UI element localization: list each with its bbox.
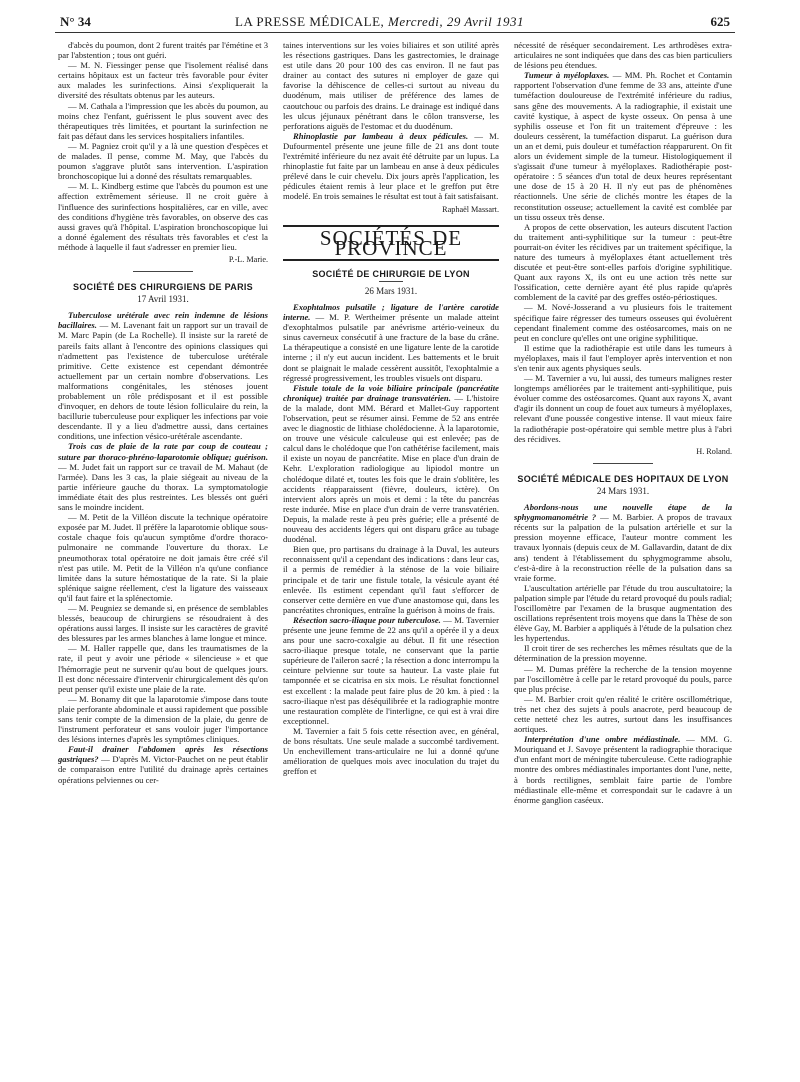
page-header xyxy=(60,14,730,34)
article-body: — M. Dufourmentel présente une jeune fille de 21 ans dont toute l'extrémité inférieure du nez avait été détruite par un lupus. La rhinoplastie fut faite par un lambeau en anse à deux pédicules prélevé dans le cuir chevelu. Dix jours après l'application, les pédicules étaient remis à leur place et le greffon put être modelé. En trois semaines le résultat est tout à fait satisfaisant. xyxy=(283,130,499,202)
article-body: — M. Tavernier présente une jeune femme de 22 ans qu'il a opérée il y a deux ans pour une sacro-coxalgie au début. Il fit une résection sacro-iliaque presque totale, ne conservant que la partie supérieure de l'aileron sacré ; la résection a donc interrompu la ceinture pelvienne sur toute sa hauteur. La vaste plaie fut tamponnée et se cicatrisa en six mois. Le résultat fonctionnel est excellent : la malade peut faire plus de 20 km. à pied : la sacro-iliaque n'est pas déséquilibrée et la radiographie montre une restauration complète de l'interligne, ce qui est à vrai dire exceptionnel. xyxy=(283,614,499,726)
paragraph: — M. Dumas préfère la recherche de la tension moyenne par l'oscillomètre à celle par le retard provoqué du pouls, parce que plus précise. xyxy=(514,663,732,694)
article xyxy=(58,441,268,512)
article xyxy=(283,131,499,202)
paragraph: — M. Petit de la Villéon discute la technique opératoire exposée par M. Judet. Il préfère la laparotomie oblique sous-costale chaque fois qu'aucun symptôme d'ordre thoraco-pulmonaire ne commande l'ouverture du thorax. Le pneumothorax total opératoire ne doit jamais être créé s'il n'est pas utile. M. Petit de la Villéon n'a qu'une confiance limitée dans la suture hémostatique de la rate. Si la plaie splénique saigne réellement, c'est la ligature des vaisseaux qu'il faut faire et la splénectomie. xyxy=(58,512,268,603)
society-heading: SOCIÉTÉ DE CHIRURGIE DE LYON xyxy=(312,268,470,279)
paragraph: taines interventions sur les voies biliaires et son utilité après les résections gastriques. Dans les gastrectomies, le drainage est utile dans 20 pour 100 des cas environ. Il ne faut pas drainer au contact des sutures ni employer de gaze qui favorise la déhiscence de celles-ci surtout au niveau du duodénum, mais utiliser de préférence des lames de caoutchouc ou parfois des drains. Le drainage est indiqué dans les ulcus jéjunaux pénétrant dans le côlon transverse, les perforations aiguës de l'estomac et du duodénum. xyxy=(283,40,499,131)
article xyxy=(514,502,732,583)
article-body: — D'après M. Victor-Pauchet on ne peut établir de comparaison entre l'utilité du drainage après certaines opérations pelviennes ou cer- xyxy=(58,754,268,785)
paragraph: A propos de cette observation, les auteurs discutent l'action du traitement anti-syphilitique sur la tumeur : peut-être pourrait-on éviter les récidives par un traitement spécifique, la nature des tumeurs à myéloplaxes étant actuellement très discutée et peut-être sont-elles parfois d'origine syphilitique. Quant aux rayons X, ils ont eu une action très nette sur l'ossification, cette dernière ayant été plus rapide qu'après comblement de la cavité par des greffes ostéo-périostiques. xyxy=(514,221,732,303)
article-title: Interprétation d'une ombre médiastinale. xyxy=(524,734,681,745)
issue-date: Mercredi, 29 Avril 1931 xyxy=(388,14,524,29)
article-body: — M. Barbier. A propos de travaux récents sur la palpation de la pulsation artérielle et sur la pression moyenne efficace, l'auteur montre comment les travaux lyonnais (depuis ceux de M. Gallavardin, datant de dix ans) tendent à l'établissement du sphygmogramme absolu, c'est-à-dire à la reconstruction réelle de la pulsation dans sa vraie forme. xyxy=(514,512,732,583)
paragraph: Il estime que la radiothérapie est utile dans les tumeurs à myéloplaxes, mais il faut l'employer après intervention et non s'en tenir aux agents physiques seuls. xyxy=(514,342,732,373)
society-heading: SOCIÉTÉ MÉDICALE DES HOPITAUX DE LYON xyxy=(517,473,729,484)
header-rule xyxy=(55,32,735,33)
paragraph: M. Tavernier a fait 5 fois cette résection avec, en général, de bons résultats. Une seule malade a succombé tardivement. Un enchevillement trans-articulaire ne lui a donné qu'une amélioration de quelques mois avec inoculation du trajet du greffon et xyxy=(283,725,499,777)
divider xyxy=(133,271,193,272)
article-body: — M. P. Wertheimer présente un malade atteint d'exophtalmos pulsatile par anévrisme artério-veineux du sinus caverneux consécutif à une fracture de la base du crâne. La thérapeutique a consisté en une ligature lente de la carotide interne ; il n'y eut aucun incident. Les battements et le bruit dont se plaignait le malade cessèrent aussitôt, l'exophtalmie a régressé progressivement, les troubles visuels ont disparu. xyxy=(283,312,499,383)
article xyxy=(58,744,268,784)
signature: Raphaël Massart. xyxy=(442,204,499,214)
paragraph: nécessité de réséquer secondairement. Les arthrodèses extra-articulaires ne sont indiquées que dans des cas bien particuliers de lésions peu étendues. xyxy=(514,40,732,71)
paragraph: — M. Barbier croit qu'en réalité le critère oscillométrique, très net chez des sujets à pouls anacrote, perd beaucoup de cette netteté chez les autres, surtout dans les insuffisances aortiques. xyxy=(514,693,732,735)
section-banner: SOCIÉTÉS DE PROVINCE xyxy=(283,225,499,261)
article xyxy=(283,302,499,383)
paragraph: — M. Pagniez croit qu'il y a là une question d'espèces et de malades. Il pense, comme M. May, que l'abcès du poumon s'aggrave plutôt sans intervention. L'aspiration bronchoscopique lui a donné des résultats remarquables. xyxy=(58,140,268,182)
article xyxy=(283,615,499,726)
article-title: Exophtalmos pulsatile ; ligature de l'artère carotide interne. xyxy=(283,301,499,323)
article-body: — MM. G. Mouriquand et J. Savoye présentent la radiographie thoracique d'un enfant mort de méningite tuberculeuse. Cette radiographie montre des ombres médiastinales importantes dont l'une, nette, à bords rectilignes, semblait faire partie de l'ombre médiastinale elle-même et correspondait sur le cadavre à un énorme ganglion caséeux. xyxy=(514,734,732,805)
divider xyxy=(593,463,653,464)
session-date: 26 Mars 1931. xyxy=(364,285,418,296)
article-title: Trois cas de plaie de la rate par coup de couteau ; suture par thoraco-phréno-laparotomie oblique; guérison. xyxy=(58,441,268,462)
article-title: Abordons-nous une nouvelle étape de la sphygmomanométrie ? xyxy=(514,502,732,523)
paragraph: — M. N. Fiessinger pense que l'isolement réalisé dans certains hôpitaux est un facteur très favorable pour éviter aux malades les surinfections. Ainsi s'expliquerait la diversité des résultats obtenus par les auteurs. xyxy=(58,60,268,101)
article xyxy=(283,383,499,545)
column-right xyxy=(514,40,732,1075)
article-title: Tumeur à myéloplaxes. xyxy=(524,70,610,81)
article-title: Faut-il drainer l'abdomen après les résections gastriques? xyxy=(58,744,268,765)
divider xyxy=(379,281,403,282)
paragraph: Il croit tirer de ses recherches les mêmes résultats que de la détermination de la pression moyenne. xyxy=(514,643,732,664)
paragraph: — M. Cathala a l'impression que les abcès du poumon, au moins chez l'enfant, guérissent le plus souvent avec des thérapeutiques très limitées, et pourtant la surinfection ne fait pas défaut dans les services hospitaliers infantiles. xyxy=(58,100,268,141)
paragraph: Bien que, pro partisans du drainage à la Duval, les auteurs reconnaissent qu'il a cependant des indications : dans leur cas, il a permis de remédier à la sténose de la voie biliaire principale et de tarir une fistule totale, la vésicule ayant été enlevée. Ils estiment cependant qu'il faut s'efforcer de conserver cette dernière en vue d'une anastomose qui, dans les pancréatites chroniques, entraîne la guérison à moins de frais. xyxy=(283,544,499,615)
article xyxy=(514,734,732,805)
article-title: Rhinoplastie par lambeau à deux pédicules. xyxy=(293,130,469,141)
article-body: — L'histoire de la malade, dont MM. Bérard et Mallet-Guy rapportent l'observation, peut se résumer ainsi. Femme de 52 ans entrée avec le diagnostic de lithiase cholédocienne. À la laparotomie, on trouve une vésicule calculeuse qui est enlevée; pas de calcul dans le cholédoque que l'on cathétérise facilement, mais il existe un noyau de pancréatite. Mise en place d'un drain de Kehr. L'exploration radiologique au lipiodol montre un cholédoque dilaté et, toutes les fois que le drain s'oblitère, les accidents réapparaissent (fièvre, douleurs, ictère). On intervient alors après un mois et demi : la tête du pancréas reste indurée. Mise en place d'un drain de verre transvatérien. Depuis, la malade reste à peu près guérie; elle a présenté de nouveau des accidents légers qui ont disparu grâce au tubage duodénal. xyxy=(283,392,499,545)
paragraph: — M. Tavernier a vu, lui aussi, des tumeurs malignes rester longtemps améliorées par le traitement anti-syphilitique, puis évoluer comme des ostéosarcomes. Quant aux rayons X, avant d'agir ils donnent un coup de fouet aux tumeurs à myéloplaxes, relevant d'une poussée congestive intense. Il vaut mieux faire la radiothérapie post-opératoire qui semble mettre plus à l'abri des récidives. xyxy=(514,373,732,444)
paragraph: — M. Bonamy dit que la laparotomie s'impose dans toute plaie perforante abdominale et aussi rapidement que possible sans tenir compte de la dimension de la plaie, du genre de l'instrument perforateur et sans vouloir juger l'importance des lésions internes d'après les symptômes cliniques. xyxy=(58,693,268,745)
paragraph: d'abcès du poumon, dont 2 furent traités par l'émétine et 3 par l'abstention ; tous ont guéri. xyxy=(58,40,268,61)
article-body: — M. Lavenant fait un rapport sur un travail de M. Marc Papin (de La Rochelle). Il insiste sur la rareté de pareils faits allant à l'encontre des opinions classiques qui n'admettent pas l'existence de tuberculose urétérale primitive. Cette existence est cependant démontrée actuellement par un certain nombre d'observations. Les malformations congénitales, les sténoses jouent probablement un rôle prédisposant et il est possible d'invoquer, en dehors de toute lésion folliculaire du rein, la bacillurie tuberculeuse pour expliquer les infections par voie descendante. Il y a lieu d'admettre aussi, dans certaines conditions, une infection vésico-urétérale ascendante. xyxy=(58,320,268,442)
paragraph: — M. Nové-Josserand a vu plusieurs fois le traitement spécifique faire régresser des tumeurs osseuses qui évoluèrent cependant finalement comme des ostéosarcomes, mais on ne peut en conclure qu'elles ont une origine syphilitique. xyxy=(514,302,732,343)
journal-name: LA PRESSE MÉDICALE, xyxy=(235,14,385,29)
article xyxy=(514,70,732,221)
society-heading: SOCIÉTÉ DES CHIRURGIENS DE PARIS xyxy=(73,282,253,293)
journal-title xyxy=(235,14,524,30)
paragraph: — M. Peugniez se demande si, en présence de semblables blessés, beaucoup de chirurgiens se résoudraient à des opérations aussi larges. Il insiste sur les caractères de gravité des blessures par les armes blanches à lame longue et mince. xyxy=(58,602,268,644)
article-body: — M. Judet fait un rapport sur ce travail de M. Mahaut (de l'armée). Dans les 3 cas, la plaie siégeait au niveau de la partie inférieure gauche du thorax. La symptomatologie immédiate était des plus restreintes. Les blessés ont guéri sans le moindre incident. xyxy=(58,461,268,513)
signature: P.-L. Marie. xyxy=(228,254,268,264)
article-title: Tuberculose urétérale avec rein indemne de lésions bacillaires. xyxy=(58,310,268,331)
session-date: 24 Mars 1931. xyxy=(596,485,650,496)
article-title: Résection sacro-iliaque pour tuberculose. xyxy=(293,614,441,625)
page-number: 625 xyxy=(710,14,730,29)
column-middle xyxy=(283,40,499,1075)
paragraph: — M. Haller rappelle que, dans les traumatismes de la rate, il peut y avoir une période « silencieuse » et que l'hémorragie peut ne survenir qu'au bout de quelques jours. Il est donc nécessaire d'intervenir chirurgicalement dès qu'on peut penser qu'il existe une plaie de la rate. xyxy=(58,643,268,694)
paragraph: — M. L. Kindberg estime que l'abcès du poumon est une affection extrêmement sérieuse. Il ne croit guère à l'influence des surinfections hospitalières, car en ville, avec des conditions d'hygiène très favorables, on observe des cas aussi graves qu'à l'hôpital. L'aspiration bronchoscopique lui a donné également des résultats très favorables et c'est la méthode à laquelle il faut s'adresser en premier lieu. xyxy=(58,181,268,252)
article-body: — MM. Ph. Rochet et Contamin rapportent l'observation d'une femme de 33 ans, atteinte d'une tuméfaction douloureuse de l'extrémité inférieure du radius, sans gêne des mouvements. A la radiographie, il existait une cavité kystique, à aspect de kyste osseux. On pensa à une syphilis osseuse et l'on fit un traitement d'épreuve : les douleurs cessèrent, la tuméfaction disparut. La guérison dura un an et demi, puis douleur et tuméfaction réapparurent. On fit alors un évidement simple de la tumeur. Histologiquement il s'agissait d'une tumeur à myéloplaxes. Radiothérapie post-opératoire : 5 séances d'un total de deux heures représentant une dose de 15 à 20 H. Il n'y eut pas de phénomènes réactionnels. Une série de clichés montre les étapes de la reconstitution osseuse; actuellement la cavité est comblée par un tissu osseux très dense. xyxy=(514,70,732,222)
signature: H. Roland. xyxy=(696,446,732,456)
paragraph: L'auscultation artérielle par l'étude du trou auscultatoire; la palpation simple par l'étude du retard provoqué du pouls radial; l'oscillomètre par l'examen de la brusque augmentation des oscillations représentent trois moyens que dans la Thèse de son élève Gay, M. Barbier a appliqués à l'étude de la pulsation chez les hypertendus. xyxy=(514,582,732,644)
issue-number: N° 34 xyxy=(60,14,91,29)
article xyxy=(58,310,268,441)
article-title: Fistule totale de la voie biliaire principale (pancréatite chronique) traitée par drainage transvatérien. xyxy=(283,382,499,403)
column-left xyxy=(58,40,268,1075)
session-date: 17 Avril 1931. xyxy=(137,294,189,305)
